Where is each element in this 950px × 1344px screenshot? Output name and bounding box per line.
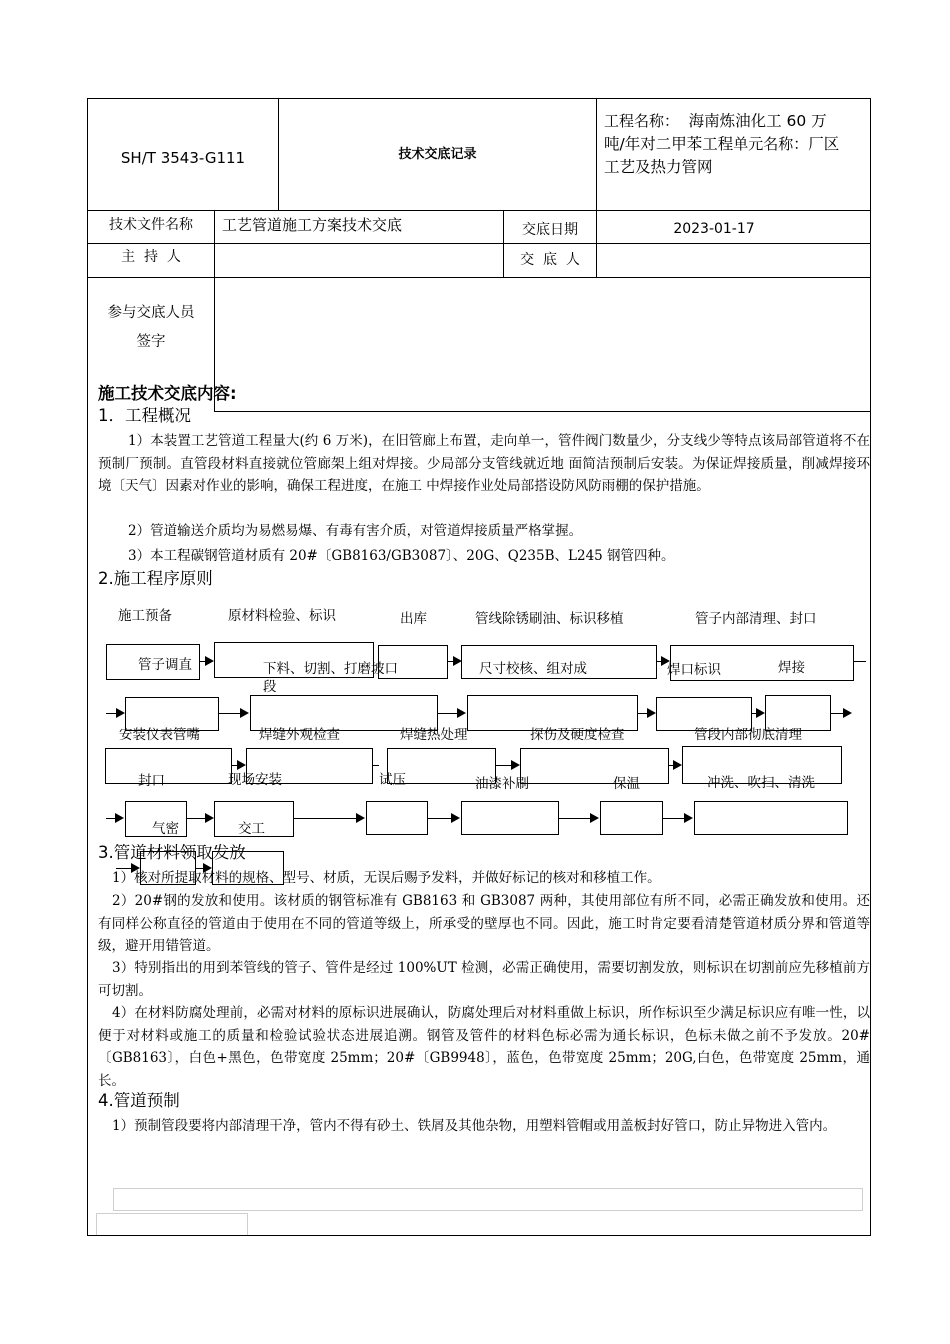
flow-label: 油漆补刷: [475, 776, 529, 792]
project-label: 工程名称：: [604, 112, 680, 130]
project-info: [604, 110, 866, 179]
standard-code: SH/T 3543-G111: [120, 149, 246, 167]
section-4-para-1: 1）预制管段要将内部清理干净，管内不得有砂土、铁屑及其他杂物，用塑料管帽或用盖板封好管口，防止异物进入管内。: [112, 1118, 837, 1134]
signers-bottom-line: [214, 411, 870, 412]
section-4-title: 4.管道预制: [98, 1091, 180, 1110]
flow-label: 交工: [238, 821, 265, 837]
section-2-title: 2.施工程序原则: [98, 569, 213, 588]
flow-box: [366, 801, 428, 835]
flow-box: [520, 748, 669, 784]
flow-label: 尺寸校核、组对成: [479, 661, 587, 677]
flow-label: 段: [263, 679, 277, 695]
flow-label: 焊缝外观检查: [259, 727, 340, 743]
flow-label: 下料、切割、打磨坡口: [263, 661, 398, 677]
label-col-divider: [214, 210, 215, 411]
section-1-para-1: 1）本装置工艺管道工程量大(约 6 万米)，在旧管廊上布置，走向单一，管件阀门数量少，分支线少等特点该局部管道将不在预制厂预制。直管段材料直接就位管廊架上组对焊接。少局部分支管线就近地 面简洁预制后安装。为保证焊接质量，削减焊接环境〔天气〕因素对作业的影响，确保工程进度，在施工 中焊接作业处局部搭设防风防雨棚的保护措施。: [98, 433, 870, 494]
flow-arrow-head: [451, 813, 460, 823]
footer-box-bottom: [113, 1210, 863, 1211]
flow-label: 施工预备: [118, 608, 172, 624]
flow-box: [600, 801, 663, 835]
project-name-2: 吨/年对二甲苯工程: [604, 135, 734, 153]
table-top-border: [87, 98, 871, 99]
flow-label: 现场安装: [228, 772, 282, 788]
table-bottom-border: [87, 1235, 871, 1236]
flow-label: 试压: [379, 772, 406, 788]
presenter-label: 交 底 人: [520, 252, 580, 268]
section-3-para-2: 2）20#钢的发放和使用。该材质的钢管标准有 GB8163 和 GB3087 两种，其使用部位有所不同，必需正确发放和使用。还有同样公称直径的管道由于使用在不同的管道等级上，所承受的壁厚也不同。因此，施工时肯定要看清楚管道材质分界和管道等级，避开用错管道。: [98, 893, 870, 954]
section-3-title: 3.管道材料领取发放: [98, 843, 246, 862]
flow-arrow-head: [356, 813, 365, 823]
footer-box-right: [862, 1188, 863, 1210]
flow-arrow-head: [673, 760, 682, 770]
flow-arrow: [854, 661, 866, 662]
flow-arrow-head: [116, 708, 125, 718]
flow-label: 管子内部清理、封口: [695, 611, 817, 627]
row2-bottom-line: [87, 277, 871, 278]
flow-box: [105, 748, 232, 784]
footer-small-box-top: [96, 1213, 248, 1214]
table-right-border: [870, 98, 871, 1236]
flow-arrow-head: [843, 708, 852, 718]
flow-arrow: [294, 818, 356, 819]
flow-arrow: [373, 765, 379, 766]
unit-name-1: 厂区: [808, 135, 840, 153]
flow-label: 焊接: [778, 660, 805, 676]
header-bottom-line: [87, 210, 871, 211]
flow-arrow: [219, 713, 241, 714]
flow-label: 管线除锈刷油、标识移植: [475, 611, 624, 627]
flow-arrow: [559, 818, 591, 819]
flow-arrow-head: [457, 708, 466, 718]
section-3-para-3: 3）特别指出的用到苯管线的管子、管件是经过 100%UT 检测，必需正确使用，需要切割发放，则标识在切割前应先移植前方可切割。: [98, 960, 870, 999]
flow-arrow: [831, 713, 843, 714]
footer-box-top: [113, 1188, 863, 1189]
table-left-border: [87, 98, 88, 1236]
flow-arrow-head: [205, 656, 214, 666]
section-3-para-4: 4）在材料防腐处理前，必需对材料的原标识进展确认，防腐处理后对材料重做上标识，所作标识至少满足标识应有唯一性，以便于对材料或施工的质量和检验试验状态进展追溯。钢管及管件的材料色标必需为通长标识，色标未做之前不予发放。20#〔GB8163〕，白色+黑色，色带宽度 25mm；20#〔GB9948〕，蓝色，色带宽度 25mm；20G,白色，色带宽度 25mm，通长。: [98, 1005, 870, 1089]
flow-arrow: [428, 818, 452, 819]
header-divider-2: [596, 98, 597, 211]
date-value: 2023-01-17: [673, 221, 755, 237]
flow-arrow: [187, 818, 205, 819]
flow-arrow-head: [756, 708, 765, 718]
flow-box: [461, 801, 559, 835]
signers-label-1: 参与交底人员: [107, 305, 195, 321]
flow-label: 焊口标识: [667, 662, 721, 678]
project-name-1: 海南炼油化工 60 万: [688, 112, 827, 130]
doc-name-label: 技术文件名称: [109, 217, 193, 233]
doc-name-value: 工艺管道施工方案技术交底: [222, 216, 403, 234]
flow-label: 保温: [613, 776, 640, 792]
flow-arrow-head: [647, 708, 656, 718]
footer-box-left: [113, 1188, 114, 1210]
date-label: 交底日期: [522, 222, 578, 238]
row1-bottom-line: [87, 243, 871, 244]
flow-label: 管子调直: [138, 657, 192, 673]
record-title: 技术交底记录: [398, 147, 477, 162]
flow-arrow-head: [453, 656, 462, 666]
flow-label: 气密: [152, 821, 179, 837]
section-3-para-1: 1）核对所提取材料的规格、型号、材质，无误后赐予发料，并做好标记的核对和移植工作。: [112, 870, 661, 886]
flow-box: [694, 801, 848, 835]
flow-arrow-head: [237, 760, 246, 770]
section-1-para-3: 3）本工程碳钢管道材质有 20#〔GB8163/GB3087〕、20G、Q235B、L245 钢管四种。: [128, 548, 675, 564]
flow-arrow-head: [590, 813, 599, 823]
footer-small-box-right: [247, 1213, 248, 1235]
unit-name-2: 工艺及热力管网: [604, 158, 713, 176]
content-heading: 施工技术交底内容:: [98, 384, 237, 403]
flow-arrow: [496, 765, 512, 766]
host-label: 主 持 人: [121, 249, 181, 265]
flow-label: 封口: [138, 773, 165, 789]
flow-arrow-head: [240, 708, 249, 718]
flow-label: 冲洗、吹扫、清洗: [707, 775, 815, 791]
flow-arrow-head: [115, 813, 124, 823]
flow-arrow-head: [684, 813, 693, 823]
flow-label: 原材料检验、标识: [228, 608, 336, 624]
flow-label: 出库: [400, 611, 427, 627]
flow-label: 探伤及硬度检查: [530, 727, 625, 743]
footer-small-box-left: [96, 1213, 97, 1235]
flow-arrow-head: [205, 813, 214, 823]
section-1-title: 1．工程概况: [98, 406, 191, 425]
flow-arrow-head: [511, 760, 520, 770]
section-1-para-2: 2）管道输送介质均为易燃易爆、有毒有害介质，对管道焊接质量严格掌握。: [128, 523, 583, 539]
flow-label: 管段内部彻底清理: [694, 727, 802, 743]
flow-arrow: [663, 818, 685, 819]
signers-label-2: 签字: [136, 334, 166, 350]
flow-label: 焊缝热处理: [400, 727, 468, 743]
flow-label: 安装仪表管嘴: [119, 727, 200, 743]
flow-arrow: [438, 713, 458, 714]
unit-label: 单元名称：: [733, 135, 809, 153]
